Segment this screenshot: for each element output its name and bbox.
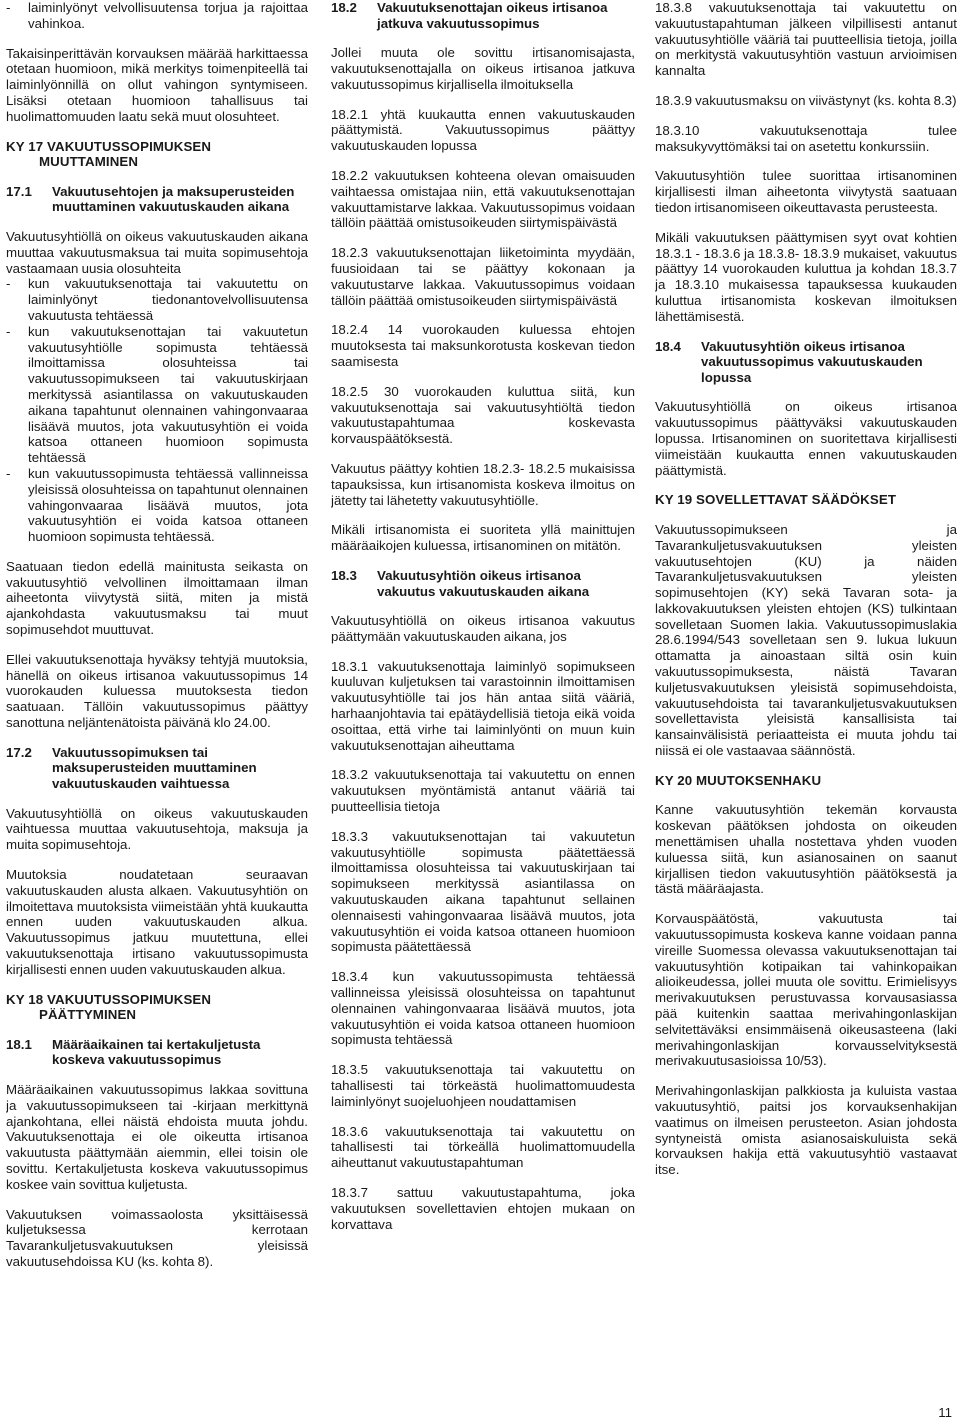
paragraph: Takaisinperittävän korvauksen määrää harkittaessa otetaan huomioon, mikä merkitys toimenpiteellä tai laiminlyönnillä on ollut vahingon syntymiseen. Lisäksi otetaan huomioon tahallisuus tai huolimattomuuden laatu sekä muut olosuhteet. [6,45,308,124]
list-item: - kun vakuutuksenottajan tai vakuutetun vakuutusyhtiölle sopimusta tehtäessä ilmoittamissa olosuhteissa tai vakuutussopimukseen tai vakuutuskirjaan merkityssä asiantilassa on vakuutuskauden aikana tapahtunut olennainen vahingonvaaraa lisäävä muutos, jota vakuutusyhtiön ei voida katsoa ottaneen huomioon sopimusta tehtäessä [6,323,308,466]
list-item: - laiminlyönyt velvollisuutensa torjua ja rajoittaa vahinkoa. [6,0,308,31]
paragraph: Vakuutus päättyy kohtien 18.2.3- 18.2.5 mukaisissa tapauksissa, kun irtisanomista koskeva ilmoitus on jätetty tai lähetetty vakuutusyhtiölle. [331,460,635,508]
paragraph: Vakuutusyhtiöllä on oikeus vakuutuskauden vaihtuessa muuttaa vakuutusehtoja, maksuja ja muita sopimusehtoja. [6,805,308,853]
paragraph: 18.3.3 vakuutuksenottajan tai vakuutetun vakuutusyhtiölle sopimusta päätettäessä ilmoittamissa olosuhteissa tai vakuutuskirjaan tai sopimukseen merkityssä asiantilassa on vakuutuskauden aikana tapahtunut sellainen olennaisesti vahingonvaaraa lisäävä muutos, jota vakuutusyhtiön ei voida katsoa ottaneen huomioon sopimusta päätettäessä [331,828,635,955]
paragraph: Mikäli vakuutuksen päättymisen syyt ovat kohtien 18.3.1 - 18.3.6 ja 18.3.8- 18.3.9 mukaiset, vakuutus päättyy 14 vuorokauden kuluttua ja kohdan 18.3.7 ja 18.3.10 mukaisessa tapauksessa kuukauden kuluttua irtisanomista koskevan ilmoituksen lähettämisestä. [655,229,957,324]
subsection-heading-17-1: 17.1 Vakuutusehtojen ja maksuperusteiden muuttaminen vakuutuskauden aikana [6,183,295,215]
paragraph: 18.3.5 vakuutuksenottaja tai vakuutettu on tahallisesti tai törkeästä huolimattomuudesta laiminlyönyt suojeluohjeen noudattamisen [331,1062,635,1109]
subsection-heading-18-1: 18.1 Määräaikainen tai kertakuljetusta koskeva vakuutussopimus [6,1036,261,1068]
list-item: - kun vakuutussopimusta tehtäessä vallinneissa yleisissä olosuhteissa on tapahtunut olennainen vahingonvaaraa lisäävä muutos, jota vakuutusyhtiön ei voida katsoa ottaneen huomioon sopimusta tehtäessä. [6,465,308,545]
paragraph: Merivahingonlaskijan palkkiosta ja kuluista vastaa vakuutusyhtiö, paitsi jos korvauksenhakijan vaatimus on ilmeisen perusteeton. Asian johdosta syntyneistä omista asianosaiskuluista sekä korvauksen hakija että vakuutusyhtiö vastaavat itse. [655,1083,957,1178]
page-number: 11 [938,1405,952,1420]
paragraph: Vakuutusyhtiön tulee suorittaa irtisanominen kirjallisesti ilman aiheetonta viivytystä saatuaan tiedon irtisanomiseen oikeuttavasta perusteesta. [655,168,957,215]
paragraph: Vakuutusyhtiöllä on oikeus irtisanoa vakuutus päättymään vakuutuskauden aikana, jos [331,613,635,644]
paragraph: 18.3.1 vakuutuksenottaja laiminlyö sopimukseen kuuluvan kuljetuksen tai varastoinnin ilmoittamisen vakuutusyhtiölle tai jos hän antaa siitä vääriä, harhaanjohtavia tai epätäydellisiä tietoja eikä voida osoittaa, että virhe tai laiminlyönti on muun kuin vakuutuksenottajan aiheuttama [331,658,635,753]
subsection-heading-18-4: 18.4 Vakuutusyhtiön oikeus irtisanoa vakuutussopimus vakuutuskauden lopussa [655,338,923,385]
paragraph: Saatuaan tiedon edellä mainitusta seikasta on vakuutusyhtiö velvollinen ilmoittamaan ilman aiheetonta viivytystä siitä, miten ja mistä ajankohdasta vakuutusmaksu tai muut sopimusehdot muuttuvat. [6,558,308,638]
paragraph: Kanne vakuutusyhtiön tekemän korvausta koskevan päätöksen johdosta on oikeuden menettämisen uhalla nostettava yhden vuoden kuluessa siitä, kun asianosainen on saanut kirjallisen tiedon vakuutusyhtiön päätöksestä ja tästä määräajasta. [655,802,957,897]
paragraph: 18.2.4 14 vuorokauden kuluessa ehtojen muutoksesta tai maksunkorotusta koskevan tiedon saamisesta [331,322,635,369]
section-heading-ky17: KY 17 VAKUUTUSSOPIMUKSEN MUUTTAMINEN [6,138,212,170]
paragraph: Vakuutusyhtiöllä on oikeus vakuutuskauden aikana muuttaa vakuutusmaksua tai muita sopimusehtoja vastaamaan uusia olosuhteita [6,228,308,276]
paragraph: 18.2.5 30 vuorokauden kuluttua siitä, kun vakuutuksenottaja sai vakuutusyhtiöltä tiedon vakuutustapahtumaa koskevasta korvauspäätöksestä. [331,383,635,447]
paragraph: Määräaikainen vakuutussopimus lakkaa sovittuna ja vakuutussopimukseen tai -kirjaan merkittynä ajankohtana, ellei näistä ehdoista muuta johdu. Vakuutuksenottaja ei ole oikeutta irtisanoa vakuutusta päättymään aiemmin, ellei toisin ole sovittu. Kertakuljetusta koskeva vakuutussopimus koskee vain sovittua kuljetusta. [6,1081,308,1192]
column-middle [331,0,635,1246]
paragraph: Jollei muuta ole sovittu irtisanomisajasta, vakuutuksenottajalla on oikeus irtisanoa jatkuva vakuutussopimus kirjallisella ilmoituksella [331,45,635,92]
paragraph: 18.3.6 vakuutuksenottaja tai vakuutettu on tahallisesti tai törkeällä huolimattomuudella aiheuttanut vakuutustapahtuman [331,1123,635,1171]
continued-list [6,0,308,32]
column-left [6,0,308,1284]
paragraph: 18.2.2 vakuutuksen kohteena olevan omaisuuden vaihtaessa omistajaa niin, että vakuutuksenottajan vakuuttamistarve lakkaa. Vakuutussopimus voidaan tällöin päättää omistusoikeuden siirtymispäivästä [331,167,635,231]
paragraph: 18.3.4 kun vakuutussopimusta tehtäessä vallinneissa yleisissä olosuhteissa on tapahtunut olennainen vahingonvaaraa lisäävä muutos, jota vakuutusyhtiön ei voida katsoa ottaneen huomioon sopimusta tehtäessä [331,969,635,1048]
paragraph: 18.3.9 vakuutusmaksu on viivästynyt (ks. kohta 8.3) [655,92,957,108]
paragraph: 18.3.2 vakuutuksenottaja tai vakuutettu on ennen vakuutuksen myöntämistä antanut vääriä tai puutteellisia tietoja [331,767,635,815]
paragraph: 18.2.1 yhtä kuukautta ennen vakuutuskauden päättymistä. Vakuutussopimus päättyy vakuutuskauden lopussa [331,106,635,154]
subsection-heading-18-2: 18.2 Vakuutuksenottajan oikeus irtisanoa jatkuva vakuutussopimus [331,0,608,31]
paragraph: 18.3.10 vakuutuksenottaja tulee maksukyvyttömäksi tai on asetettu konkurssiin. [655,122,957,154]
paragraph: Korvauspäätöstä, vakuutusta tai vakuutussopimusta koskeva kanne voidaan panna vireille Suomessa olevassa vakuutuksenottajan tai vakuutusyhtiön kotipaikan tai vahinkopaikan alioikeudessa, jollei muuta ole sovittu. Erimielisyys merivakuutuksen perustuvassa korvausasiassa pää kuitenkin saattaa merivahingonlaskijan selvitettäväksi ensimmäisenä oikeusasteena (laki merivahingonlaskijan korvausselvityksestä merivakuutusasioissa 10/53). [655,911,957,1069]
paragraph: 18.3.8 vakuutuksenottaja tai vakuutettu on vakuutustapahtuman jälkeen vilpillisesti antanut vakuutusyhtiölle vääriä tai puutteellisia tietoja, joilla on merkitystä vakuutusyhtiön vastuun arvioimisen kannalta [655,0,957,79]
paragraph: Muutoksia noudatetaan seuraavan vakuutuskauden alusta alkaen. Vakuutusyhtiön on ilmoitettava muutoksista viimeistään yhtä kuukautta ennen uuden vakuutuskauden alkua. Vakuutussopimus jatkuu muutettuna, ellei vakuutuksenottaja irtisano vakuutussopimusta kirjallisesti ennen uuden vakuutuskauden alkua. [6,867,308,977]
paragraph: Ellei vakuutuksenottaja hyväksy tehtyjä muutoksia, hänellä on oikeus irtisanoa vakuutussopimus 14 vuorokauden kuluessa muutoksesta tiedon saatuaan. Tällöin vakuutussopimus päättyy sanottuna neljäntenätoista päivänä klo 24.00. [6,651,308,731]
section-heading-ky19: KY 19 SOVELLETTAVAT SÄÄDÖKSET [655,492,897,508]
condition-list [6,276,308,545]
paragraph: Vakuutusyhtiöllä on oikeus irtisanoa vakuutussopimus päättyväksi vakuutuskauden lopussa. Irtisanominen on suoritettava kirjallisesti viimeistään kuukautta ennen vakuutuskauden päättymistä. [655,399,957,478]
list-item: - kun vakuutuksenottaja tai vakuutettu on laiminlyönyt tiedonantovelvollisuutensa vakuutusta tehtäessä [6,276,308,323]
subsection-heading-17-2: 17.2 Vakuutussopimuksen tai maksuperusteiden muuttaminen vakuutuskauden vaihtuessa [6,744,257,792]
paragraph: 18.2.3 vakuutuksenottajan liiketoiminta myydään, fuusioidaan tai se päättyy kokonaan ja vakuutustarve lakkaa. Vakuutussopimus voidaan tällöin päättää omistusoikeuden siirtymispäivästä [331,245,635,308]
paragraph: Vakuutussopimukseen ja Tavarankuljetusvakuutuksen yleisten vakuutusehtojen (KU) ja näiden Tavarankuljetusvakuutuksen yleisten sopimusehtojen (KY) sekä Tavaran sota- ja lakkovakuutuksen yleisten ehtojen (KS) tulkintaan sovelletaan Suomen lakia. Vakuutussopimuslakia 28.6.1994/543 sovelletaan sen 9. lukua lukuun ottamatta ja ainoastaan siltä osin kuin vakuutussopimuksesta, näistä Tavaran kuljetusvakuutuksen yleisistä sopimusehdoista, vakuutusehdoista tai tavarankuljetusvakuutuksen sovellettavista yleisistä kansallisista tai kansainvälisistä periaatteista ei muuta johdu tai niissä ei ole vastaavaa säännöstä. [655,521,957,759]
section-heading-ky18: KY 18 VAKUUTUSSOPIMUKSEN PÄÄTTYMINEN [6,991,212,1023]
paragraph: Vakuutuksen voimassaolosta yksittäisessä kuljetuksessa kerrotaan Tavarankuljetusvakuutuksen yleisissä vakuutusehdoissa KU (ks. kohta 8). [6,1206,308,1269]
subsection-heading-18-3: 18.3 Vakuutusyhtiön oikeus irtisanoa vakuutus vakuutuskauden aikana [331,567,590,599]
paragraph: Mikäli irtisanomista ei suoriteta yllä mainittujen määräaikojen kuluessa, irtisanominen on mitätön. [331,522,635,554]
paragraph: 18.3.7 sattuu vakuutustapahtuma, joka vakuutuksen sovellettavien ehtojen mukaan on korvattava [331,1185,635,1232]
column-right [655,0,957,1192]
section-heading-ky20: KY 20 MUUTOKSENHAKU [655,772,822,788]
